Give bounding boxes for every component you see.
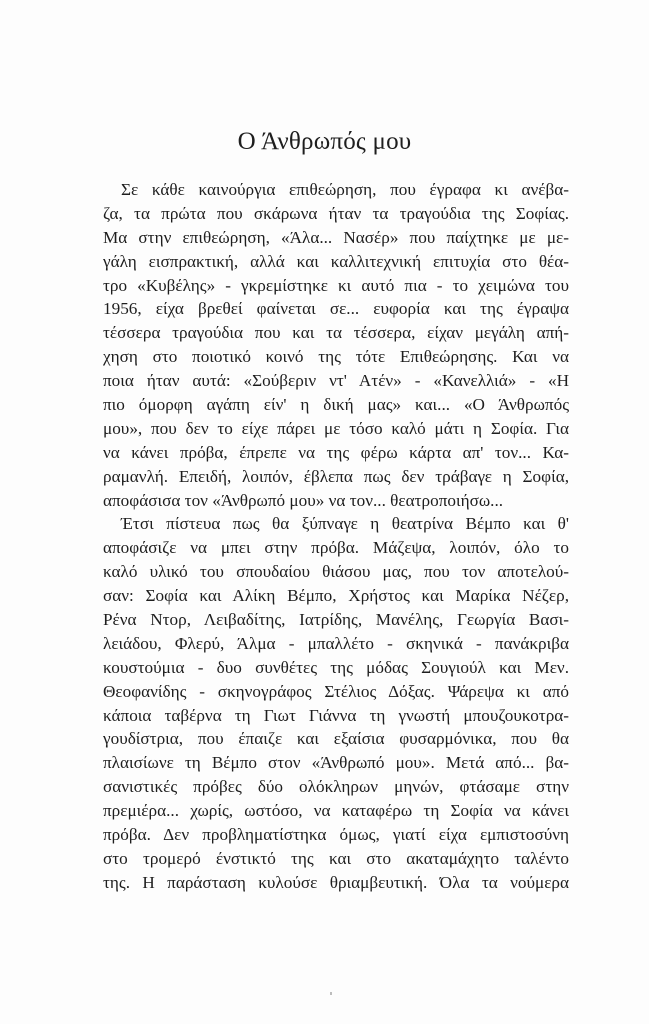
text-line: στο τρομερό ένστικτό της και στο ακαταμάχητο ταλέντο [103,848,569,868]
text-line: γουδίστρια, που έπαιζε και εξαίσια φυσαρμόνικα, που θα [103,729,569,749]
text-line: σαν: Σοφία και Αλίκη Βέμπο, Χρήστος και Μαρίκα Νέζερ, [103,586,569,606]
text-line: τρο «Κυβέλης» - γκρεμίστηκε κι αυτό πια - το χειμώνα του [103,275,569,295]
text-line: κάποια ταβέρνα τη Γιωτ Γιάννα τη γνωστή μπουζουκοτρα- [103,705,569,725]
text-line: πιο όμορφη αγάπη είν' η δική μας» και... «Ο Άνθρωπός [103,395,569,415]
text-line: πλαισίωνε τη Βέμπο στον «Άνθρωπό μου». Μετά από... βα- [103,753,569,773]
text-line: σανιστικές πρόβες δύο ολόκληρων μηνών, φτάσαμε στην [103,777,569,797]
text-line: χηση στο ποιοτικό κοινό της τότε Επιθεώρησης. Και να [103,347,569,367]
text-line: ζα, τα πρώτα που σκάρωνα ήταν τα τραγούδια της Σοφίας. [103,203,569,223]
text-line: της. Η παράσταση κυλούσε θριαμβευτική. Όλα τα νούμερα [103,872,569,892]
scan-speck [330,992,332,995]
text-line: τέσσερα τραγούδια που και τα τέσσερα, είχαν μεγάλη απή- [103,323,569,343]
text-line: Ρένα Ντορ, Λειβαδίτης, Ιατρίδης, Μανέλης, Γεωργία Βασι- [103,610,569,630]
text-line: μου», που δεν το είχε πάρει με τόσο καλό μάτι η Σοφία. Για [103,418,569,438]
text-line: να κάνει πρόβα, έπρεπε να της φέρω κάρτα απ' τον... Κα- [103,442,569,462]
text-line: καλό υλικό του σπουδαίου θιάσου μας, που τον αποτελού- [103,562,569,582]
chapter-title: Ο Άνθρωπός μου [237,128,412,155]
text-line: Μα στην επιθεώρηση, «Άλα... Νασέρ» που παίχτηκε με με- [103,227,569,247]
chapter-body [103,178,569,895]
text-line: λειάδου, Φλερύ, Άλμα - μπαλλέτο - σκηνικά - πανάκριβα [103,633,569,653]
text-line: γάλη εισπρακτική, αλλά και καλλιτεχνική επιτυχία στο θέα- [103,251,569,271]
text-line: πρόβα. Δεν προβληματίστηκα όμως, γιατί είχα εμπιστοσύνη [103,825,569,845]
text-line: ραμανλή. Επειδή, λοιπόν, έβλεπα πως δεν τράβαγε η Σοφία, [103,466,569,486]
text-line: Θεοφανίδης - σκηνογράφος Στέλιος Δόξας. Ψάρεψα κι από [103,681,569,701]
text-line: ποια ήταν αυτά: «Σούβεριν ντ' Ατέν» - «Κανελλιά» - «Η [103,371,569,391]
text-line: κουστούμια - δυο συνθέτες της μόδας Σουγιούλ και Μεν. [103,657,569,677]
text-line: Έτσι πίστευα πως θα ξύπναγε η θεατρίνα Βέμπο και θ' [121,514,569,534]
text-line: αποφάσισα τον «Άνθρωπό μου» να τον... θεατροποιήσω... [103,490,504,510]
text-line: πρεμιέρα... χωρίς, ωστόσο, να καταφέρω τη Σοφία να κάνει [103,801,569,821]
text-line: Σε κάθε καινούργια επιθεώρηση, που έγραφα κι ανέβα- [121,180,569,199]
text-line: 1956, είχα βρεθεί φαίνεται σε... ευφορία και της έγραψα [103,299,569,319]
text-line: αποφάσιζε να μπει στην πρόβα. Μάζεψα, λοιπόν, όλο το [103,538,569,558]
